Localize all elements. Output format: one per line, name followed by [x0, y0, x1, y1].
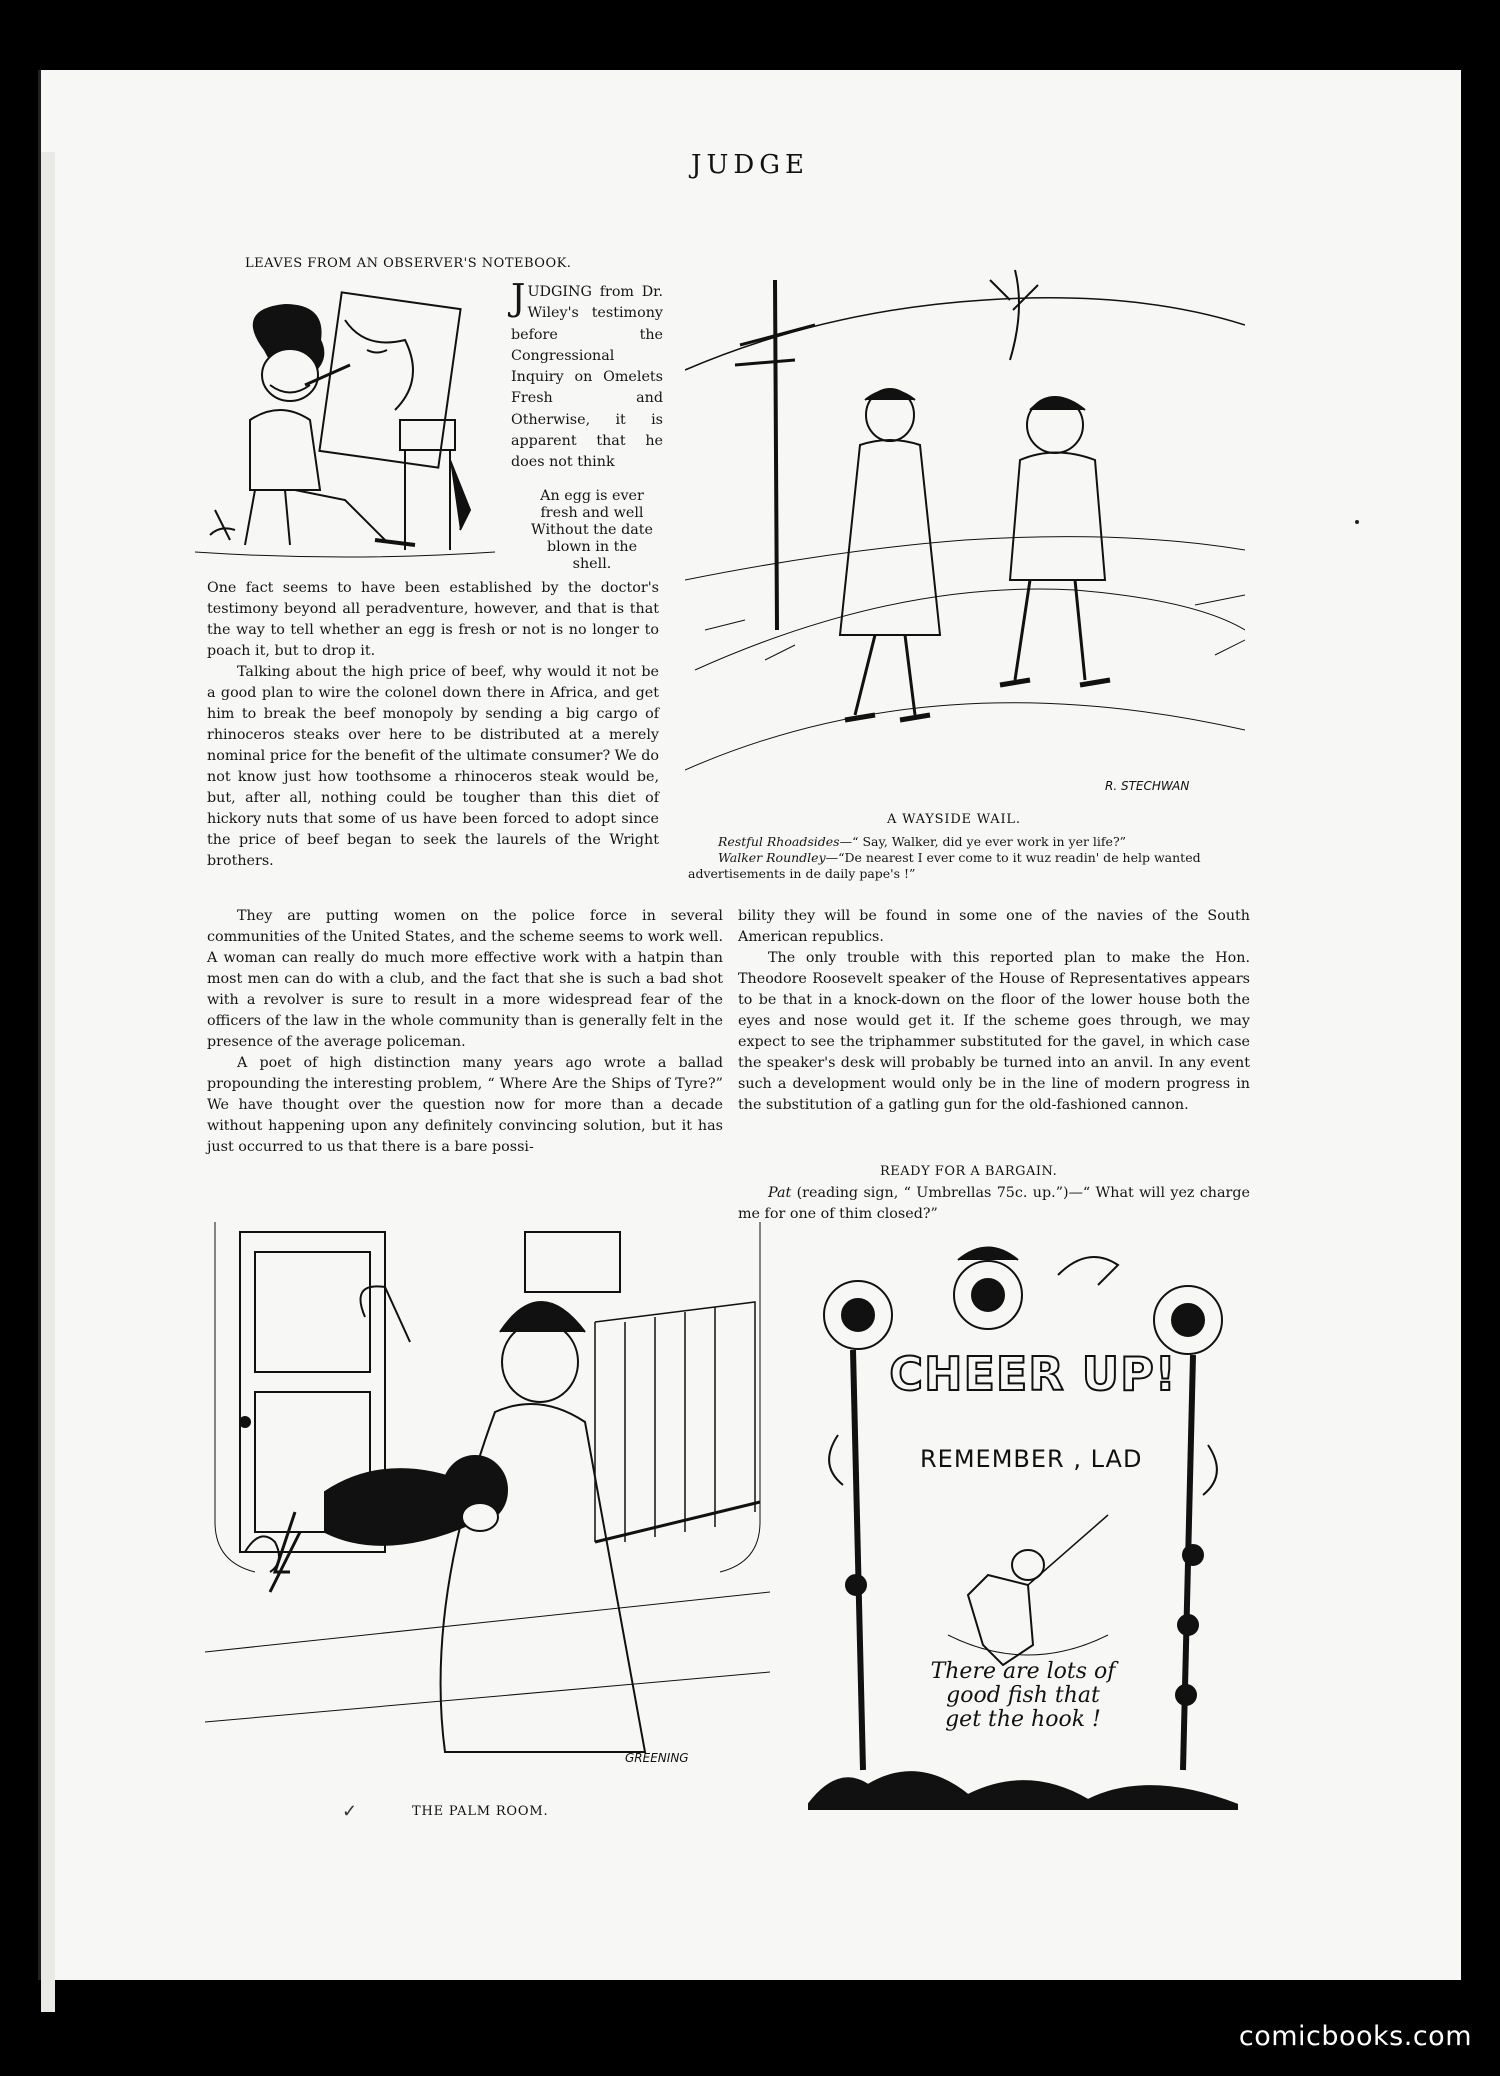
section-title: LEAVES FROM AN OBSERVER'S NOTEBOOK.	[245, 256, 572, 271]
bargain-speaker: Pat	[768, 1185, 792, 1201]
intro-paragraph	[511, 278, 663, 474]
wayside-dialog	[688, 834, 1248, 882]
line-rhoadsides: —“ Say, Walker, did ye ever work in yer life?”	[839, 834, 1127, 849]
bargain-heading: READY FOR A BARGAIN.	[880, 1164, 1058, 1179]
speaker-roundley: Walker Roundley	[718, 850, 826, 865]
page-edge	[41, 152, 55, 2012]
line-roundley: —“De nearest I ever come to it wuz readin' de help wanted advertisements in de daily pape's !”	[688, 850, 1201, 881]
verse-line: An egg is ever	[540, 488, 644, 504]
site-watermark: comicbooks.com	[1238, 2021, 1472, 2052]
drop-cap: J	[511, 278, 526, 319]
verse-line: fresh and well	[540, 505, 644, 521]
paragraph-police-women: They are putting women on the police force in several communities of the United States, and the scheme seems to work well. A woman can really do much more effective work with a hatpin than most men can do with a club, and the fact that she is such a bad shot with a revolver is sure to result in a more widespread fear of the officers of the law in the whole community than is generally felt in the presence of the average policeman.	[207, 908, 723, 1050]
svg-text:GREENING: GREENING	[625, 1751, 689, 1765]
cheer-up-subtitle: REMEMBER , LAD	[920, 1445, 1143, 1473]
wayside-wail-illustration	[685, 250, 1245, 805]
verse-line: Without the date	[531, 522, 653, 538]
paragraph-roosevelt: The only trouble with this reported plan to make the Hon. Theodore Roosevelt speaker of the House of Representatives appears to be that in a knock-down on the floor of the lower house both the eyes and nose would get it. If the scheme goes through, we may expect to see the triphammer substituted for the gavel, in which case the speaker's desk will probably be turned into an anvil. In any event such a development would only be in the line of modern progress in the substitution of a gatling gun for the old-fashioned cannon.	[738, 950, 1250, 1113]
palm-room-caption: THE PALM ROOM.	[412, 1804, 549, 1819]
cheer-up-motto	[898, 1660, 1148, 1732]
article-column-right	[738, 906, 1250, 1116]
speaker-rhoadsides: Restful Rhoadsides	[718, 834, 840, 849]
verse-line: shell.	[572, 556, 612, 572]
paragraph-navies: bility they will be found in some one of the navies of the South American republics.	[738, 908, 1250, 945]
cheer-up-panel	[808, 1235, 1238, 1810]
artist-illustration	[195, 290, 505, 560]
article-column-top	[207, 578, 659, 872]
cheer-up-title: CHEER UP!	[889, 1347, 1177, 1401]
palm-room-illustration	[205, 1222, 770, 1787]
motto-line: get the hook !	[945, 1707, 1101, 1732]
svg-text:R. STECHWAN: R. STECHWAN	[1105, 779, 1190, 793]
bargain-text: (reading sign, “ Umbrellas 75c. up.”)—“ What will yez charge me for one of thim closed?”	[738, 1185, 1250, 1222]
paragraph-beef: Talking about the high price of beef, why would it not be a good plan to wire the colonel down there in Africa, and get him to break the beef monopoly by sending a big cargo of rhinoceros steaks over here to be distributed at a merely nominal price for the benefit of the ultimate consumer? We do not know just how toothsome a rhinoceros steak would be, but, after all, nothing could be tougher than this diet of hickory nuts that some of us have been forced to adopt since the price of beef began to seek the laurels of the Wright brothers.	[207, 664, 659, 869]
article-column-left	[207, 906, 723, 1158]
verse-line: blown in the	[546, 539, 638, 555]
paragraph-egg-fact: One fact seems to have been established by the doctor's testimony beyond all peradventure, however, and that is that the way to tell whether an egg is fresh or not is no longer to poach it, but to drop it.	[207, 580, 659, 659]
wayside-caption: A WAYSIDE WAIL.	[887, 812, 1021, 827]
masthead: JUDGE	[691, 150, 809, 180]
egg-verse	[523, 488, 661, 573]
bargain-joke	[738, 1183, 1250, 1225]
pencil-check-mark: ✓	[342, 1801, 358, 1822]
intro-text: UDGING from Dr. Wiley's testimony before the Congressional Inquiry on Omelets Fresh and Otherwise, it is apparent that he does not think	[511, 284, 663, 471]
paragraph-ships-of-tyre: A poet of high distinction many years ago wrote a ballad propounding the interesting problem, “ Where Are the Ships of Tyre?” We have thought over the question now for more than a decade without happening upon any definitely convincing solution, but it has just occurred to us that there is a bare possi-	[207, 1055, 723, 1155]
motto-line: There are lots of	[930, 1659, 1116, 1684]
page-speck	[1355, 520, 1359, 524]
motto-line: good fish that	[946, 1683, 1100, 1708]
